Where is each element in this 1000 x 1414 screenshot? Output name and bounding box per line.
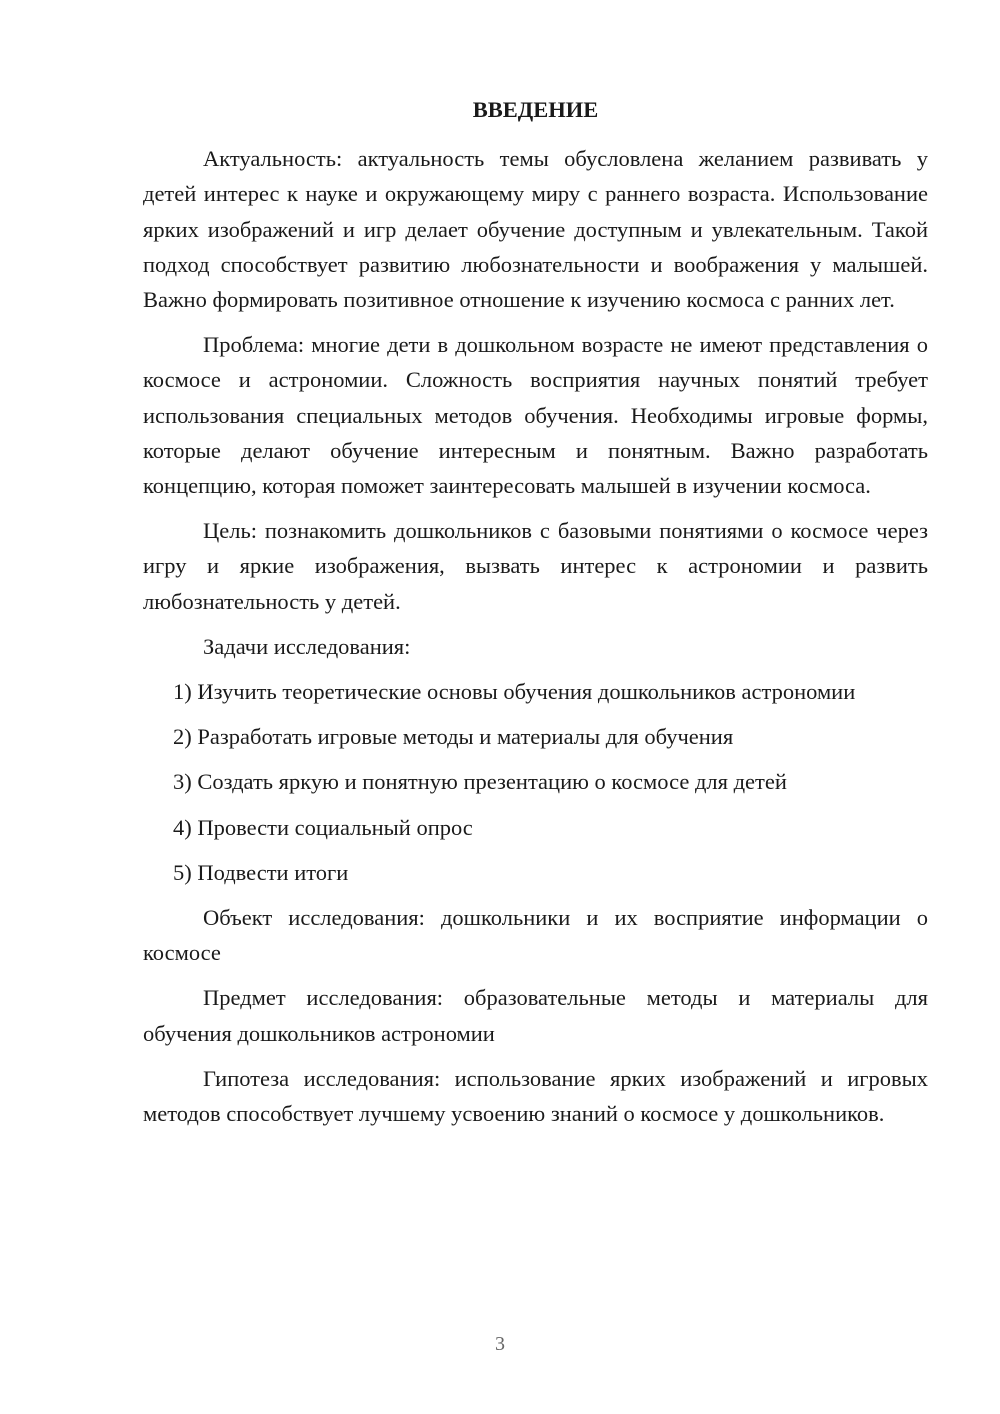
goal-paragraph: Цель: познакомить дошкольников с базовыми понятиями о космосе через игру и яркие изображения, вызвать интерес к астрономии и развить любознательность у детей.: [143, 518, 928, 614]
object-paragraph: Объект исследования: дошкольники и их восприятие информации о космосе: [143, 905, 928, 966]
list-item: 5) Подвести итоги: [173, 859, 349, 885]
list-item: 1) Изучить теоретические основы обучения дошкольников астрономии: [173, 679, 856, 705]
list-item: 4) Провести социальный опрос: [173, 814, 473, 840]
problem-paragraph: Проблема: многие дети в дошкольном возрасте не имеют представления о космосе и астрономии. Сложность восприятия научных понятий требует использования специальных методов обучения. Необходимы игровые формы, которые делают обучение интересным и понятным. Важно разработать концепцию, которая поможет заинтересовать малышей в изучении космоса.: [143, 332, 928, 499]
relevance-paragraph: Актуальность: актуальность темы обусловлена желанием развивать у детей интерес к науке и окружающему миру с раннего возраста. Использование ярких изображений и игр делает обучение доступным и увлекательным. Такой подход способствует развитию любознательности и воображения у малышей. Важно формировать позитивное отношение к изучению космоса с ранних лет.: [143, 146, 928, 313]
list-item: 3) Создать яркую и понятную презентацию о космосе для детей: [173, 769, 787, 795]
document-page: [143, 92, 928, 1141]
hypothesis-paragraph: Гипотеза исследования: использование ярких изображений и игровых методов способствует лучшему усвоению знаний о космосе у дошкольников.: [143, 1065, 928, 1127]
tasks-list: [143, 674, 928, 890]
subject-paragraph: Предмет исследования: образовательные методы и материалы для обучения дошкольников астрономии: [143, 985, 928, 1046]
tasks-heading: Задачи исследования:: [203, 633, 411, 659]
list-item: 2) Разработать игровые методы и материалы для обучения: [173, 724, 734, 750]
page-title: ВВЕДЕНИЕ: [472, 97, 599, 122]
page-number: 3: [495, 1333, 505, 1355]
